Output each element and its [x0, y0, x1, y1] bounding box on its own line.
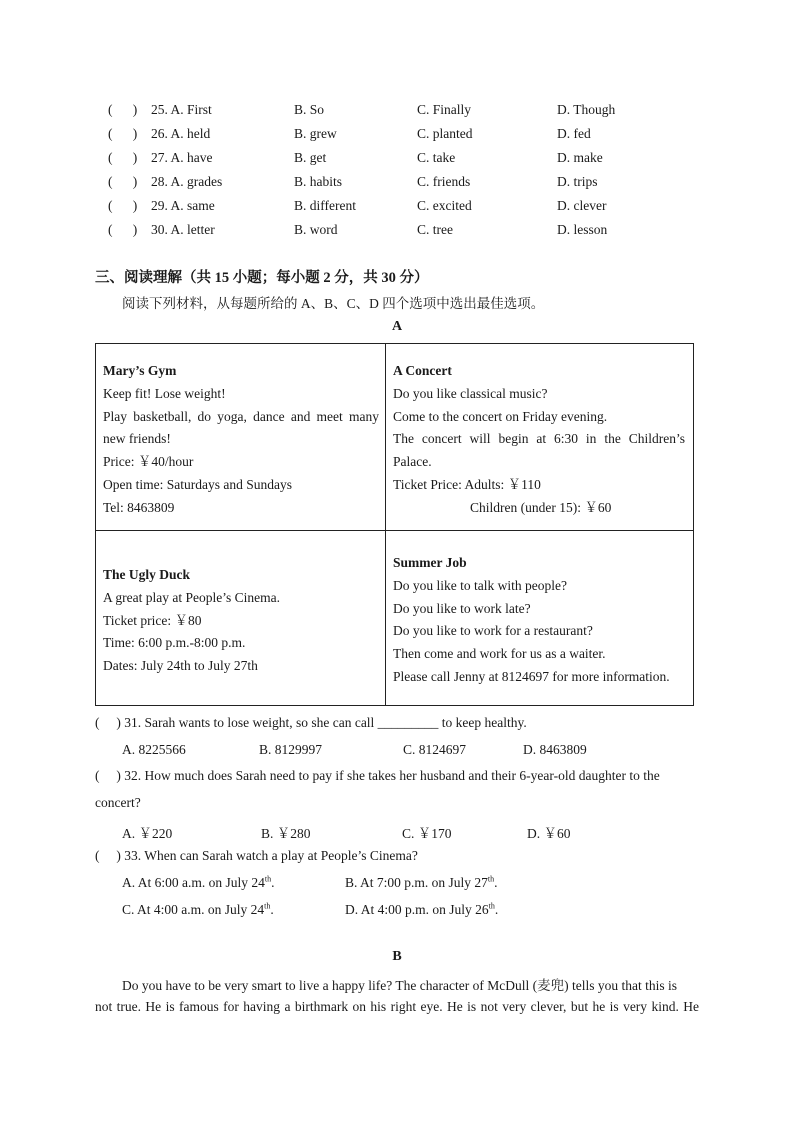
question-31-option-d[interactable]: D. 8463809 [523, 742, 587, 757]
question-31-option-b[interactable]: B. 8129997 [259, 742, 323, 757]
option-a: 29. A. same [151, 198, 215, 213]
ad-line: Palace. [393, 454, 432, 470]
option-d: D. clever [557, 198, 607, 213]
ad-line: Dates: July 24th to July 27th [103, 658, 258, 674]
choice-row-27 [0, 148, 794, 168]
ad-line: Ticket Price: Adults: ￥110 [393, 476, 541, 492]
question-33-option-b[interactable] [345, 875, 498, 891]
answer-blank[interactable]: ( ) [108, 174, 138, 189]
option-a: 26. A. held [151, 126, 211, 141]
option-b: B. word [294, 222, 338, 237]
passage-b-line: not true. He is famous for having a birthmark on his right eye. He is not very clever, but he is very kind. He [95, 999, 699, 1014]
question-33-option-a[interactable] [122, 875, 275, 891]
choice-row-28 [0, 172, 794, 192]
ad-line: Keep fit! Lose weight! [103, 385, 226, 401]
option-d: D. make [557, 150, 603, 165]
answer-blank[interactable]: ( ) [108, 198, 138, 213]
option-text: A. At 6:00 a.m. on July 24 [122, 875, 265, 890]
question-32-option-a[interactable]: A. ￥220 [122, 826, 173, 841]
question-31-option-a[interactable]: A. 8225566 [122, 742, 186, 757]
question-32-stem: ( ) 32. How much does Sarah need to pay if she takes her husband and their 6-year-old daughter to the [95, 768, 660, 783]
ordinal-suffix: th [488, 901, 495, 911]
ad-table [95, 343, 694, 706]
ad-line: Tel: 8463809 [103, 499, 175, 515]
option-c: C. excited [417, 198, 472, 213]
option-a: 28. A. grades [151, 174, 223, 189]
option-d: D. lesson [557, 222, 608, 237]
option-b: B. grew [294, 126, 337, 141]
option-c: C. Finally [417, 102, 472, 117]
ad-line: The concert will begin at 6:30 in the Children’s [393, 431, 685, 447]
answer-blank[interactable]: ( ) [108, 102, 138, 117]
question-31-option-c[interactable]: C. 8124697 [403, 742, 467, 757]
option-b: B. get [294, 150, 327, 165]
ad-line: Ticket price: ￥80 [103, 612, 202, 628]
option-d: D. Though [557, 102, 616, 117]
ad-title: Summer Job [393, 555, 467, 570]
ordinal-suffix: th [264, 901, 271, 911]
option-period: . [271, 875, 275, 890]
answer-blank[interactable]: ( ) [108, 222, 138, 237]
ad-line: new friends! [103, 431, 171, 447]
option-period: . [270, 902, 274, 917]
question-31-stem: ( ) 31. Sarah wants to lose weight, so she can call _________ to keep healthy. [95, 715, 527, 730]
part-a-label: A [391, 319, 403, 334]
choice-row-30 [0, 220, 794, 240]
option-text: B. At 7:00 p.m. on July 27 [345, 875, 488, 890]
ad-concert [393, 360, 685, 520]
option-a: 25. A. First [151, 102, 212, 117]
option-a: 27. A. have [151, 150, 213, 165]
section-instruction: 阅读下列材料，从每题所给的 A、B、C、D 四个选项中选出最佳选项。 [122, 296, 545, 311]
ad-marys-gym [103, 360, 379, 520]
ad-line: Do you like classical music? [393, 385, 548, 401]
question-32-option-b[interactable]: B. ￥280 [261, 826, 311, 841]
ordinal-suffix: th [487, 874, 495, 884]
question-33-stem: ( ) 33. When can Sarah watch a play at People’s Cinema? [95, 848, 418, 863]
option-text: D. At 4:00 p.m. on July 26 [345, 902, 489, 917]
option-c: C. take [417, 150, 456, 165]
question-33-option-d[interactable] [345, 902, 498, 918]
table-divider-horizontal [96, 530, 693, 531]
option-a: 30. A. letter [151, 222, 215, 237]
ordinal-suffix: th [264, 874, 272, 884]
option-b: B. So [294, 102, 325, 117]
option-d: D. fed [557, 126, 591, 141]
question-32-option-c[interactable]: C. ￥170 [402, 826, 452, 841]
section-heading: 三、阅读理解（共 15 小题；每小题 2 分，共 30 分） [95, 270, 429, 286]
ad-line: Come to the concert on Friday evening. [393, 408, 608, 424]
table-divider-vertical [385, 344, 386, 705]
ad-line: Do you like to work for a restaurant? [393, 623, 593, 639]
option-text: C. At 4:00 a.m. on July 24 [122, 902, 265, 917]
passage-b-line: Do you have to be very smart to live a happy life? The character of McDull (麦兜) tells you that this is [122, 978, 677, 993]
choice-row-26 [0, 124, 794, 144]
option-d: D. trips [557, 174, 598, 189]
ad-line: Time: 6:00 p.m.-8:00 p.m. [103, 635, 246, 651]
ad-line: Do you like to talk with people? [393, 577, 567, 593]
choice-row-29 [0, 196, 794, 216]
choice-row-25 [0, 100, 794, 120]
ad-title: A Concert [393, 363, 452, 378]
ad-title: Mary’s Gym [103, 363, 177, 378]
option-c: C. tree [417, 222, 453, 237]
option-c: C. planted [417, 126, 473, 141]
ad-line: Please call Jenny at 8124697 for more information. [393, 668, 670, 684]
part-b-label: B [392, 949, 402, 964]
ad-title: The Ugly Duck [103, 567, 191, 582]
option-period: . [494, 902, 499, 917]
ad-line: Play basketball, do yoga, dance and meet many [103, 408, 379, 424]
ad-line: Price: ￥40/hour [103, 454, 194, 470]
question-32-option-d[interactable]: D. ￥60 [527, 826, 571, 841]
question-33-option-c[interactable] [122, 902, 274, 918]
option-b: B. habits [294, 174, 343, 189]
answer-blank[interactable]: ( ) [108, 126, 138, 141]
ad-line: A great play at People’s Cinema. [103, 589, 280, 605]
option-b: B. different [294, 198, 356, 213]
ad-line: Do you like to work late? [393, 600, 531, 616]
option-c: C. friends [417, 174, 471, 189]
question-32-stem-continued: concert? [95, 795, 141, 810]
option-period: . [494, 875, 498, 890]
ad-ugly-duck [103, 564, 379, 678]
ad-line: Children (under 15): ￥60 [470, 499, 612, 515]
ad-line: Then come and work for us as a waiter. [393, 646, 606, 662]
answer-blank[interactable]: ( ) [108, 150, 138, 165]
ad-summer-job [393, 552, 685, 689]
ad-line: Open time: Saturdays and Sundays [103, 476, 292, 492]
